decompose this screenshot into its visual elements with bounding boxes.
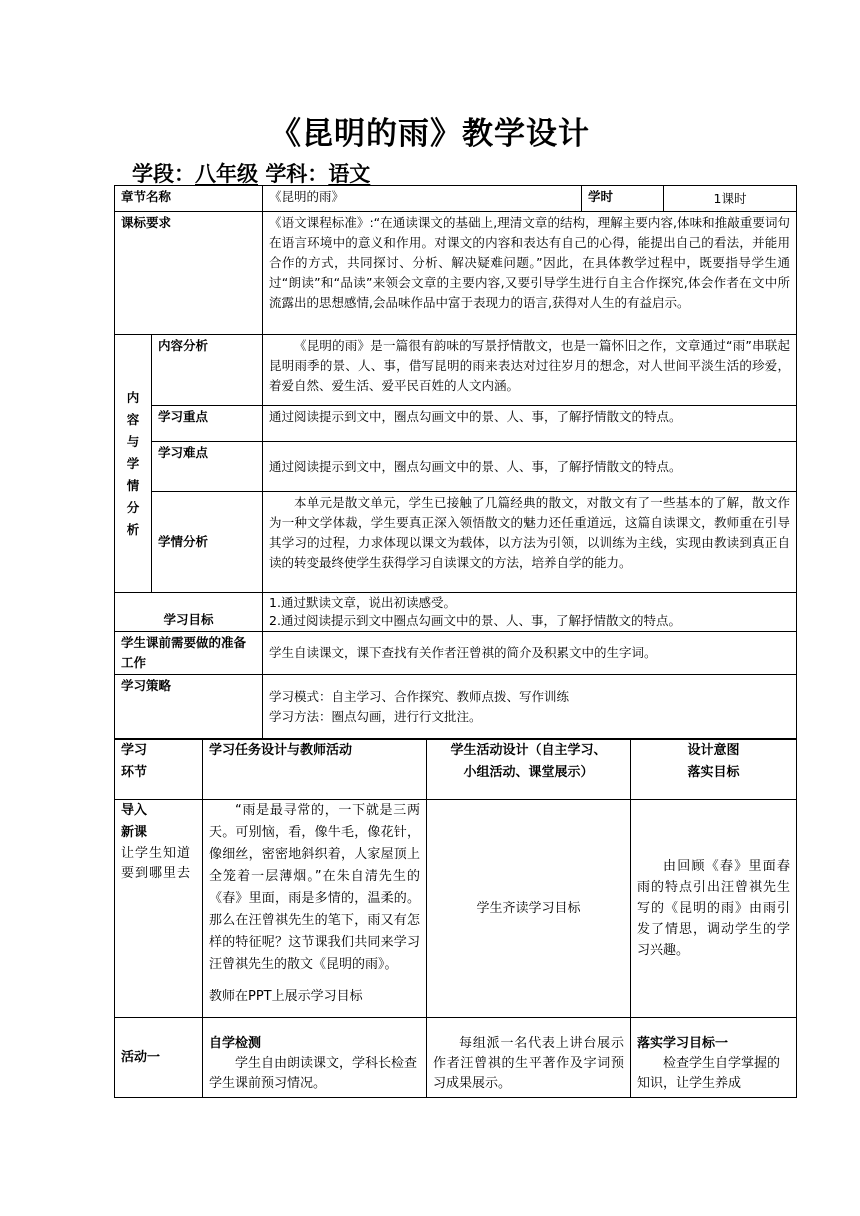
intro-student: 学生齐读学习目标 [427, 800, 631, 1018]
chapter-value: 《昆明的雨》 [263, 186, 582, 212]
difficulty-text: 通过阅读提示到文中，圈点勾画文中的景、人、事，了解抒情散文的特点。 [263, 442, 797, 492]
hours-label: 学时 [582, 186, 664, 212]
intro-task-text: “雨是最寻常的，一下就是三两天。可别恼，看，像牛毛，像花针，像细丝，密密地斜织着，人家屋顶上全笼着一层薄烟。”在朱自清先生的《春》里面，雨是多情的，温柔的。那么在汪曾祺先生的笔下，雨又有怎样的特征呢？这节课我们共同来学习汪曾祺先生的散文《昆明的雨》。 [209, 803, 420, 972]
prep-label: 学生课前需要做的准备工作 [115, 632, 263, 675]
activity1-student: 每组派一名代表上讲台展示作者汪曾祺的生平著作及字词预习成果展示。 [427, 1018, 631, 1098]
subject-label: 学科： [265, 162, 329, 186]
goals-label: 学习目标 [115, 593, 263, 632]
intro-task-note: 教师在PPT上展示学习目标 [209, 989, 363, 1004]
key-label: 学习重点 [152, 406, 263, 442]
goal-2: 2.通过阅读提示到文中圈点勾画文中的景、人、事，了解抒情散文的特点。 [269, 613, 681, 628]
activity1-task [203, 1018, 427, 1098]
subject-value: 语文 [328, 162, 371, 186]
learner-text: 本单元是散文单元，学生已接触了几篇经典的散文，对散文有了一些基本的了解，散文作为一种文学体裁，学生要真正深入领悟散文的魅力还任重道远，这篇自读课文，教师重在引导其学习的过程，力求体现以课文为载体，以方法为引领，以训练为主线，实现由教读到真正自读的转变最终使学生获得学习自读课文的方法，培养自学的能力。 [263, 492, 797, 593]
intro-intent: 由回顾《春》里面春雨的特点引出汪曾祺先生写的《昆明的雨》由雨引发了情思，调动学生的学习兴趣。 [631, 800, 797, 1018]
strategy-row [115, 675, 797, 740]
chapter-label: 章节名称 [115, 186, 263, 212]
goals-cell [263, 593, 797, 632]
stage-value: 八年级 [195, 162, 258, 186]
standard-text: 《语文课程标准》:“在通读课文的基础上,理清文章的结构，理解主要内容,体味和推敲重要词句在语言环境中的意义和作用。对课文的内容和表达有自己的心得，能提出自己的看法，并能用合作的方式，共同探讨、分析、解决疑难问题。”因此，在具体教学过程中，既要指导学生通过“朗读”和“品读”来领会文章的主要内容,又要引导学生进行自主合作探究,体会作者在文中所流露出的思想感情,会品味作品中富于表现力的语言,获得对人生的有益启示。 [263, 212, 797, 335]
strategy-line-1: 学习模式：自主学习、合作探究、教师点拨、写作训练 [269, 689, 570, 704]
activity1-intent-text: 检查学生自学掌握的知识，让学生养成 [637, 1056, 781, 1091]
content-label: 内容分析 [152, 335, 263, 406]
hours-value: 1课时 [664, 186, 797, 212]
prep-row [115, 632, 797, 675]
process-table [114, 738, 797, 1098]
stage-label: 学段： [132, 162, 195, 186]
activity1-intent-title: 落实学习目标一 [637, 1036, 729, 1051]
key-row [115, 406, 797, 442]
goals-row [115, 593, 797, 632]
strategy-cell [263, 675, 797, 740]
prep-text: 学生自读课文，课下查找有关作者汪曾祺的简介及积累文中的生字词。 [263, 632, 797, 675]
activity1-intent [631, 1018, 797, 1098]
process-header-row [115, 739, 797, 800]
header-stage: 学习 环节 [115, 739, 203, 800]
activity1-row [115, 1018, 797, 1098]
intro-row [115, 800, 797, 1018]
intro-stage-note: 让学生知道要到哪里去 [121, 846, 192, 881]
content-text: 《昆明的雨》是一篇很有韵味的写景抒情散文，也是一篇怀旧之作，文章通过“雨”串联起昆明雨季的景、人、事，借写昆明的雨来表达对过往岁月的想念，对人世间平淡生活的珍爱，着爱自然、爱生活、爱平民百姓的人文内涵。 [263, 335, 797, 406]
page-title: 《昆明的雨》教学设计 [270, 116, 590, 152]
header-task: 学习任务设计与教师活动 [203, 739, 427, 800]
subtitle [132, 158, 370, 188]
standard-label: 课标要求 [115, 212, 263, 335]
header-intent: 设计意图 落实目标 [631, 739, 797, 800]
difficulty-label: 学习难点 [152, 442, 263, 492]
activity1-task-title: 自学检测 [209, 1036, 262, 1051]
activity1-task-text: 学生自由朗读课文，学科长检查学生课前预习情况。 [209, 1056, 418, 1091]
intro-task [203, 800, 427, 1018]
chapter-row [115, 186, 797, 212]
activity1-stage: 活动一 [115, 1018, 203, 1098]
difficulty-row [115, 442, 797, 492]
key-text: 通过阅读提示到文中，圈点勾画文中的景、人、事，了解抒情散文的特点。 [263, 406, 797, 442]
goal-1: 1.通过默读文章，说出初读感受。 [269, 595, 456, 610]
header-student: 学生活动设计（自主学习、 小组活动、课堂展示） [427, 739, 631, 800]
info-table [114, 185, 797, 740]
strategy-label: 学习策略 [115, 675, 263, 740]
intro-stage: 导入 新课 让学生知道要到哪里去 [115, 800, 203, 1018]
analysis-group-label: 内 容 与 学 情 分 析 [115, 335, 152, 593]
learner-label: 学情分析 [152, 492, 263, 593]
learner-row [115, 492, 797, 593]
strategy-line-2: 学习方法：圈点勾画，进行行文批注。 [269, 709, 482, 724]
standard-row [115, 212, 797, 335]
content-row [115, 335, 797, 406]
